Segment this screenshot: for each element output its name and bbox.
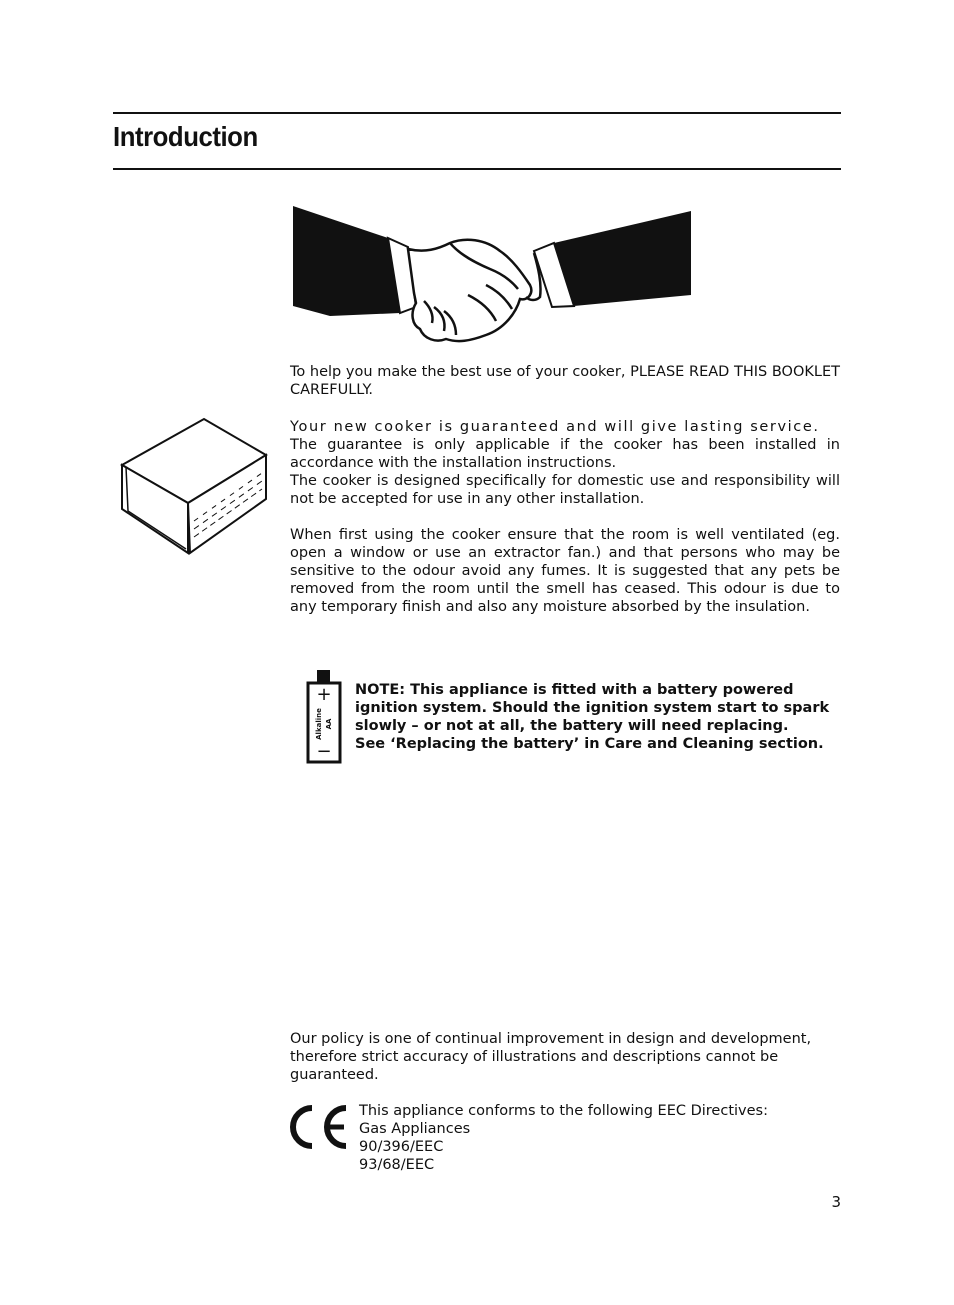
handshake-illustration	[290, 203, 694, 348]
svg-text:+: +	[316, 684, 332, 705]
intro-read-carefully: To help you make the best use of your cooker, PLEASE READ THIS BOOKLET CAREFULLY.	[290, 364, 840, 398]
battery-icon	[305, 668, 343, 766]
page-title: Introduction	[113, 121, 258, 152]
policy-text: Our policy is one of continual improvement in design and development, therefore strict accuracy of illustrations and descriptions cannot be guaranteed.	[290, 1031, 812, 1083]
header-rule-top	[113, 112, 841, 114]
hands-outline	[408, 240, 531, 341]
svg-text:AA: AA	[325, 718, 333, 730]
intro-first-use: When first using the cooker ensure that the room is well ventilated (eg. open a window or use an extractor fan.) and that persons who may be sensitive to the odour avoid any fumes. It is suggested that any pets be removed from the room until the smell has ceased. This odour is due to any temporary finish and also any moisture absorbed by the insulation.	[290, 527, 840, 615]
svg-text:Alkaline: Alkaline	[315, 708, 323, 740]
header-rule-bottom	[113, 168, 841, 170]
page-number: 3	[831, 1193, 841, 1211]
battery-note: NOTE: This appliance is fitted with a battery powered ignition system. Should the ignition system start to spark slowly – or not at all, the battery will need replacing. See ‘Replacing the battery’ in Care and Cleaning section.	[355, 682, 830, 752]
book-illustration	[118, 417, 270, 559]
intro-guarantee: Your new cooker is guaranteed and will give lasting service. The guarantee is only applicable if the cooker has been installed in accordance with the installation instructions. The cooker is designed specifically for domestic use and responsibility will not be accepted for use in any other installation.	[290, 419, 840, 507]
right-sleeve	[554, 211, 691, 306]
left-sleeve	[293, 206, 400, 316]
svg-text:−: −	[316, 741, 332, 762]
ce-directives: This appliance conforms to the following EEC Directives: Gas Appliances 90/396/EEC 93/68/EEC	[359, 1103, 768, 1173]
ce-mark-icon	[288, 1104, 350, 1150]
